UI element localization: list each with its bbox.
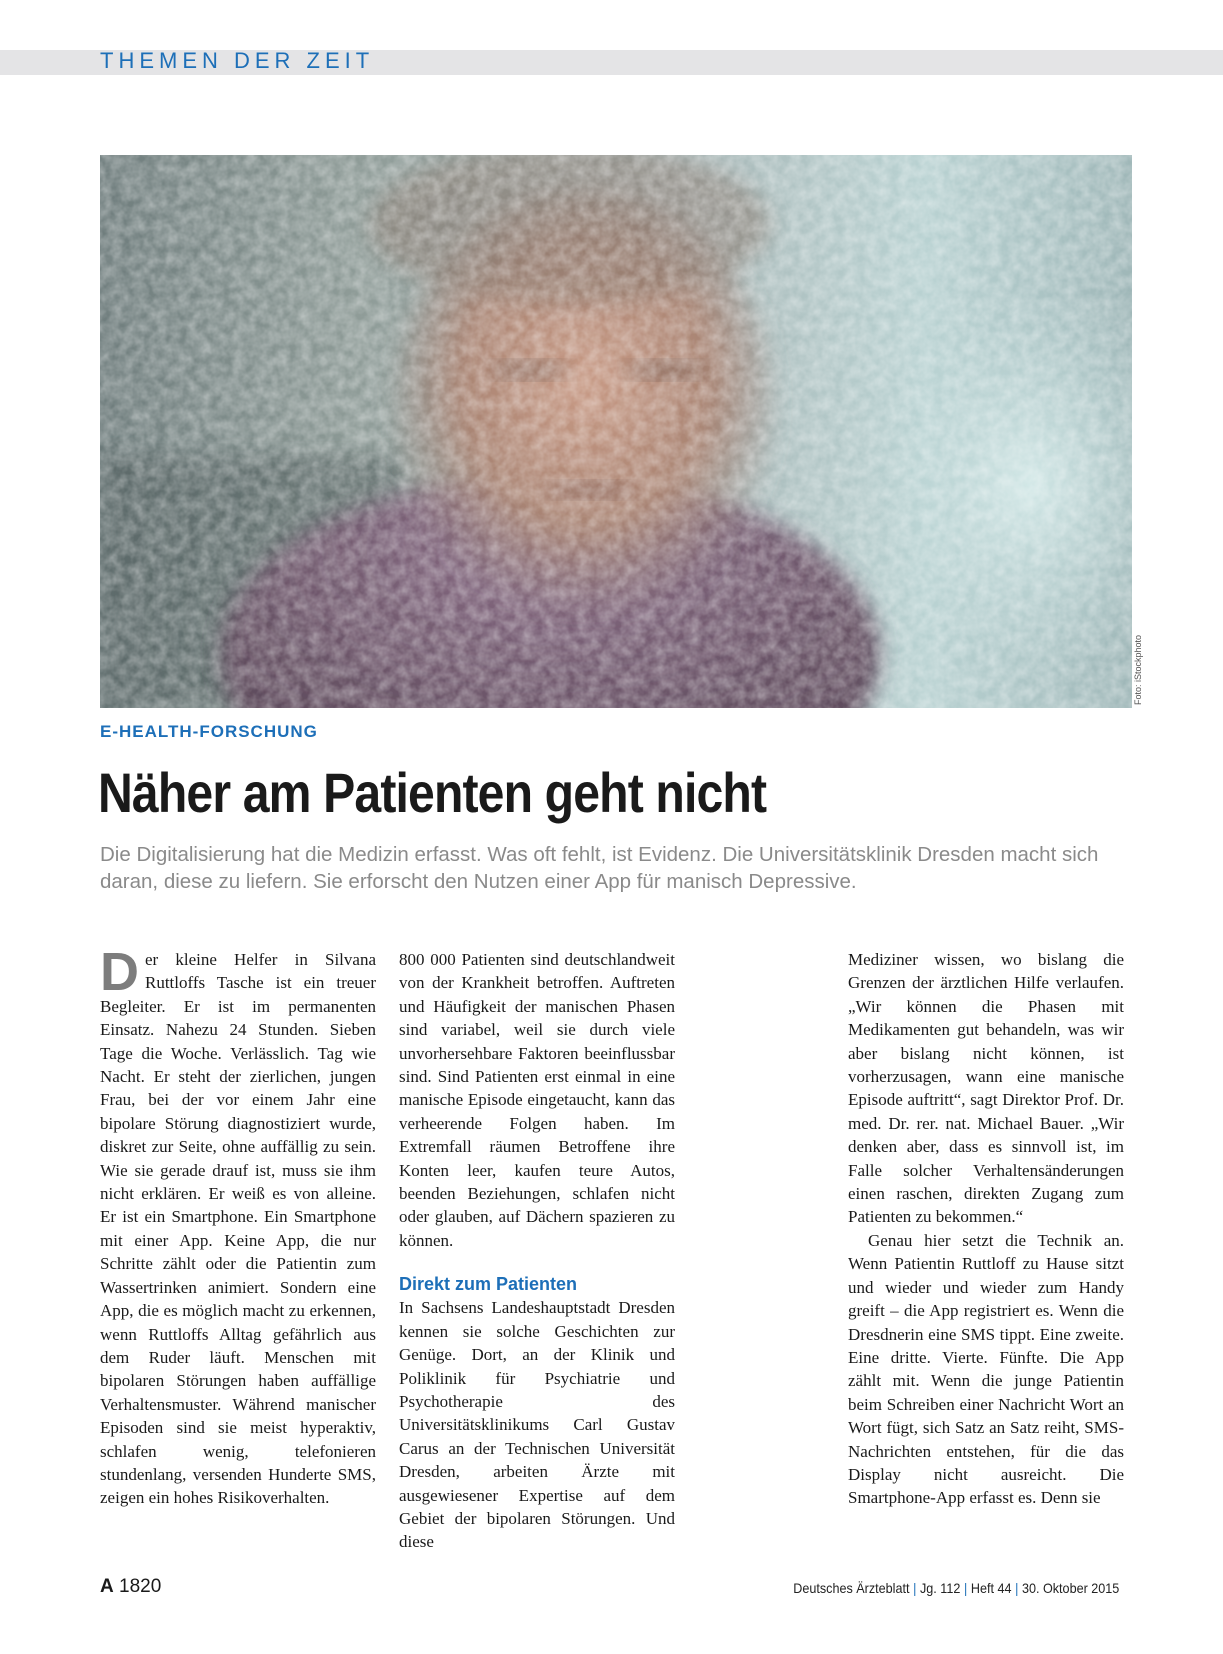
paragraph: 800 000 Patienten sind deutschlandweit von der Krankheit betroffen. Auftreten und Häufigkeit der manischen Phasen sind variabel, weil sie durch viele unvorhersehbare Faktoren beeinflussbar sind. Sind Patienten erst einmal in eine manische Episode eingetaucht, kann das verheerende Folgen haben. Im Extremfall räumen Betroffene ihre Konten leer, kaufen teure Autos, beenden Beziehungen, schlafen nicht oder glauben, auf Dächern spazieren zu können. [399, 950, 675, 1250]
paragraph: In Sachsens Landeshauptstadt Dresden kennen sie solche Geschichten zur Genüge. Dort, an der Klinik und Poliklinik für Psychiatrie und Psychotherapie des Universitätsklinikums Carl Gustav Carus an der Technischen Universität Dresden, arbeiten Ärzte mit ausgewiesener Expertise auf dem Gebiet der bipolaren Störungen. Und diese [399, 1298, 675, 1552]
standfirst: Die Digitalisierung hat die Medizin erfasst. Was oft fehlt, ist Evidenz. Die Universitätsklinik Dresden macht sich daran, diese zu liefern. Sie erforscht den Nutzen einer App für manisch Depressive. [100, 843, 1099, 893]
drop-cap: D [100, 942, 139, 1002]
issue-date: 30. Oktober 2015 [1021, 1580, 1119, 1596]
separator: | [963, 1580, 967, 1596]
separator: | [1014, 1580, 1019, 1596]
photo-credit: Foto: iStockphoto [1133, 634, 1143, 705]
section-label: THEMEN DER ZEIT [100, 48, 375, 73]
issue: Heft 44 [970, 1580, 1012, 1596]
kicker: E-HEALTH-FORSCHUNG [100, 722, 318, 741]
page-number [100, 1576, 161, 1598]
page-number-value: 1820 [119, 1576, 162, 1597]
paragraph [100, 942, 376, 1510]
separator: | [912, 1580, 917, 1596]
article-column-2 [399, 948, 675, 1554]
article-column-1 [100, 942, 376, 1510]
hero-photo [100, 155, 1132, 708]
publication-name: Deutsches Ärzteblatt [792, 1580, 910, 1596]
paragraph-text: er kleine Helfer in Silvana Ruttloffs Tasche ist ein treuer Begleiter. Er ist im permanenten Einsatz. Nahezu 24 Stunden. Sieben Tage die Woche. Verlässlich. Tag wie Nacht. Er steht der zierlichen, jungen Frau, bei der vor einem Jahr eine bipolare Störung diagnostiziert wurde, diskret zur Seite, ohne auffällig zu sein. Wie sie gerade drauf ist, muss sie ihm nicht erklären. Er weiß es von alleine. Er ist ein Smartphone. Ein Smartphone mit einer App. Keine App, die nur Schritte zählt oder die Patientin zum Wassertrinken animiert. Sondern eine App, die es möglich macht zu erkennen, wenn Ruttloffs Alltag gefährlich aus dem Ruder läuft. Menschen mit bipolaren Störungen haben auffällige Verhaltensmuster. Während manischer Episoden sind sie meist hyperaktiv, schlafen wenig, telefonieren stundenlang, versenden Hunderte SMS, zeigen ein hohes Risikoverhalten. [100, 950, 376, 1508]
paragraph: Mediziner wissen, wo bislang die Grenzen der ärztlichen Hilfe verlaufen. „Wir können die Phasen mit Medikamenten gut behandeln, was wir aber bislang nicht können, ist vorherzusagen, wann eine manische Episode auftritt“, sagt Direktor Prof. Dr. med. Dr. rer. nat. Michael Bauer. „Wir denken aber, dass es sinnvoll ist, im Falle solcher Verhaltensänderungen einen raschen, direkten Zugang zum Patienten zu bekommen.“ [848, 950, 1124, 1227]
subheading: Direkt zum Patienten [399, 1274, 578, 1295]
page-prefix: A [100, 1576, 114, 1597]
volume: Jg. 112 [919, 1580, 961, 1596]
paragraph: Genau hier setzt die Technik an. Wenn Patientin Ruttloff zu Hause sitzt und wieder und wieder zum Handy greift – die App registriert es. Wenn die Dresdnerin eine SMS tippt. Eine zweite. Eine dritte. Vierte. Fünfte. Die App zählt mit. Wenn die junge Patientin beim Schreiben einer Nachricht Wort an Wort fügt, sich Satz an Satz reiht, SMS-Nachrichten entstehen, für die das Display nicht ausreicht. Die Smartphone-App erfasst es. Denn sie [848, 1230, 1124, 1508]
headline: Näher am Patienten geht nicht [98, 761, 767, 824]
footer-publication-info [793, 1580, 1119, 1596]
article-column-3 [848, 948, 1124, 1510]
